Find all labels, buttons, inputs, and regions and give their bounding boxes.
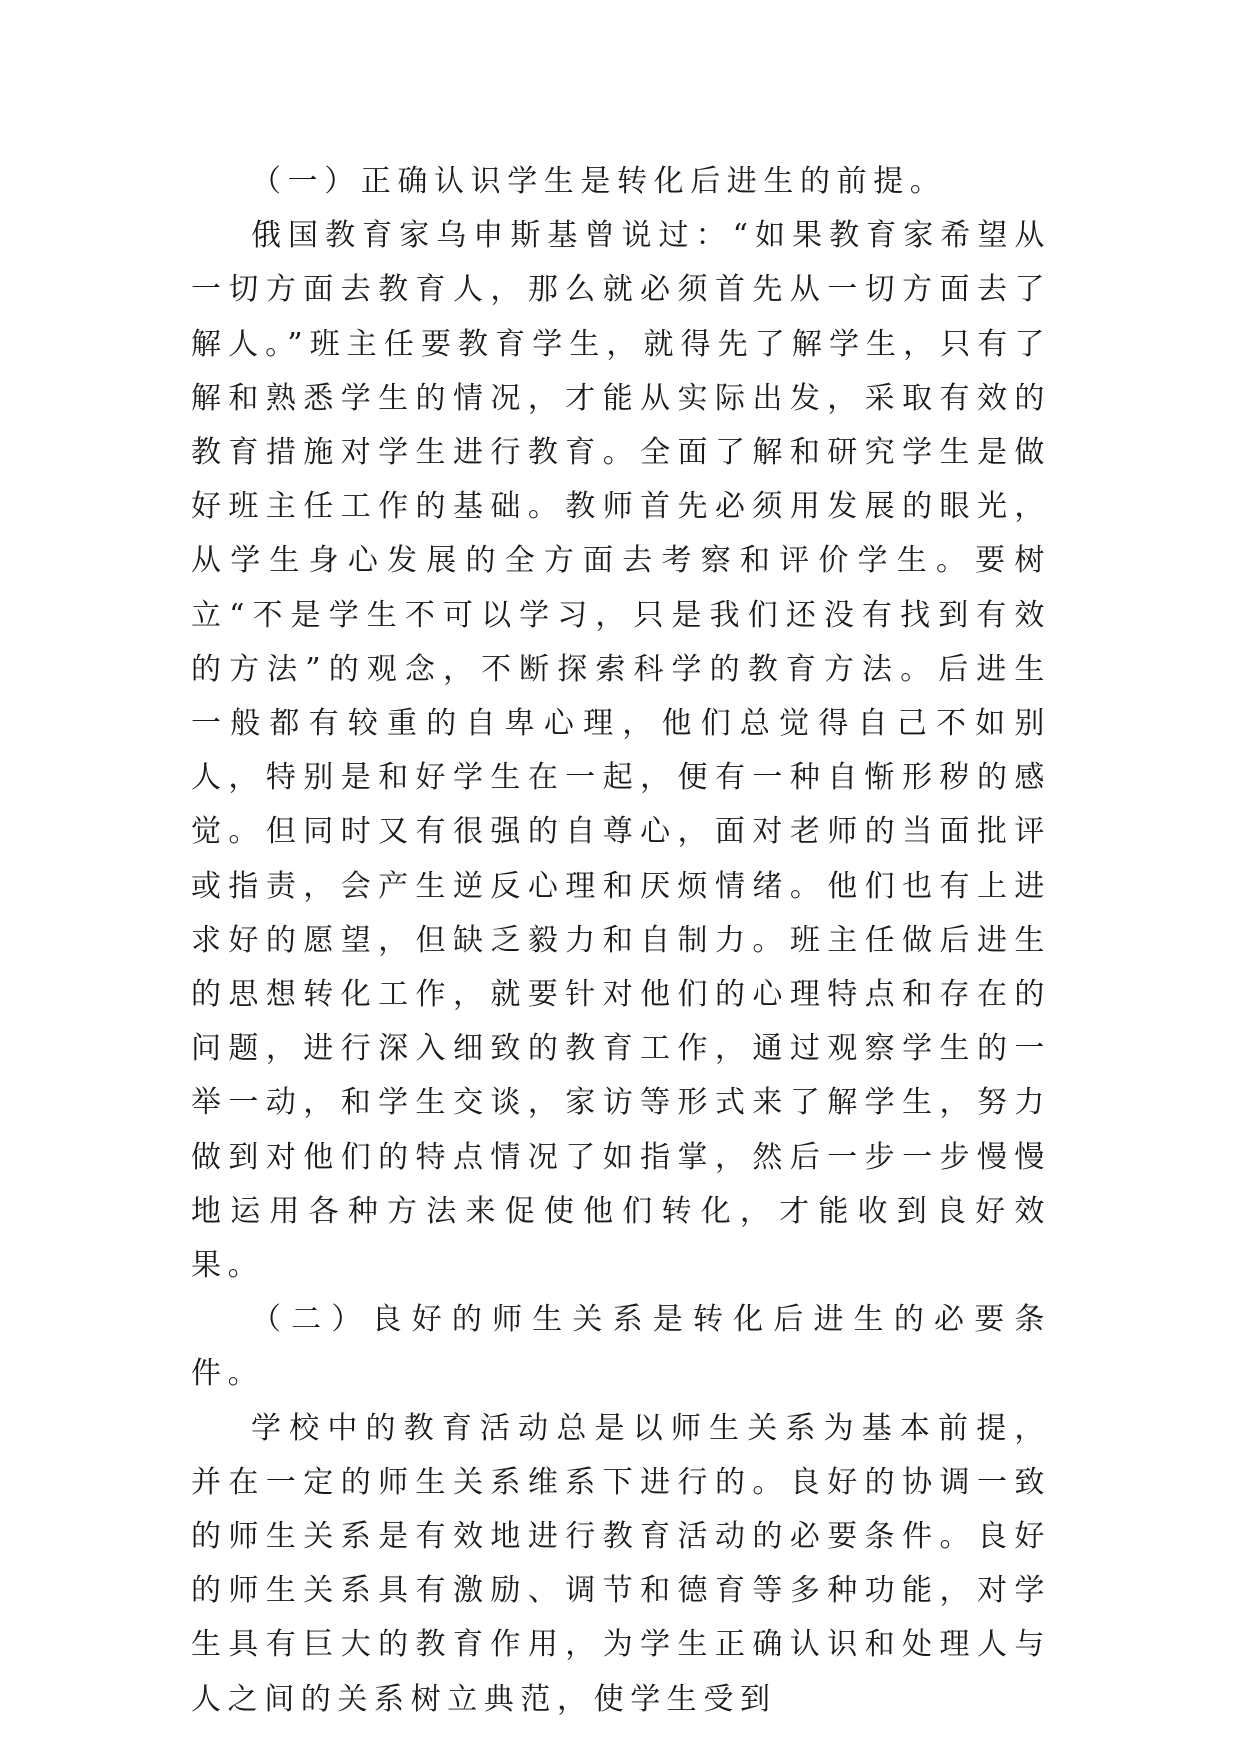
- body-paragraph-1: 俄国教育家乌申斯基曾说过：“如果教育家希望从一切方面去教育人，那么就必须首先从一切方面去了解人。”班主任要教育学生，就得先了解学生，只有了解和熟悉学生的情况，才能从实际出发，采取有效的教育措施对学生进行教育。全面了解和研究学生是做好班主任工作的基础。教师首先必须用发展的眼光，从学生身心发展的全方面去考察和评价学生。要树立“不是学生不可以学习，只是我们还没有找到有效的方法”的观念，不断探索科学的教育方法。后进生一般都有较重的自卑心理，他们总觉得自己不如别人，特别是和好学生在一起，便有一种自惭形秽的感觉。但同时又有很强的自尊心，面对老师的当面批评或指责，会产生逆反心理和厌烦情绪。他们也有上进求好的愿望，但缺乏毅力和自制力。班主任做后进生的思想转化工作，就要针对他们的心理特点和存在的问题，进行深入细致的教育工作，通过观察学生的一举一动，和学生交谈，家访等形式来了解学生，努力做到对他们的特点情况了如指掌，然后一步一步慢慢地运用各种方法来促使他们转化，才能收到良好效果。: [191, 218, 1051, 1284]
- section-heading-2: （二）良好的师生关系是转化后进生的必要条件。: [191, 1302, 1051, 1392]
- section-heading-1: （一）正确认识学生是转化后进生的前提。: [251, 164, 947, 199]
- body-paragraph-2: 学校中的教育活动总是以师生关系为基本前提，并在一定的师生关系维系下进行的。良好的协调一致的师生关系是有效地进行教育活动的必要条件。良好的师生关系具有激励、调节和德育等多种功能，对学生具有巨大的教育作用，为学生正确认识和处理人与人之间的关系树立典范，使学生受到: [191, 1410, 1051, 1717]
- document-body: [191, 155, 1051, 1727]
